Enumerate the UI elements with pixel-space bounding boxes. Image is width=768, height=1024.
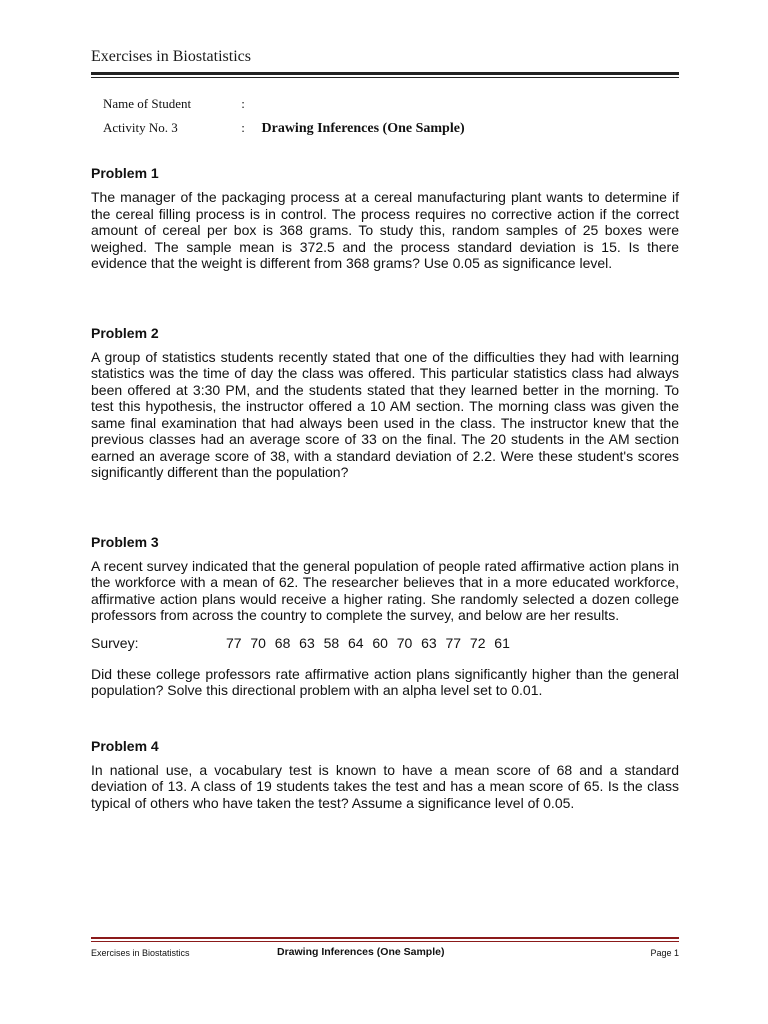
page-header [91,46,679,68]
problem-title: Problem 2 [91,324,159,341]
problem-text: The manager of the packaging process at a cereal manufacturing plant wants to determine if the cereal filling process is in control. The process requires no corrective action if the correct amount of cereal per box is 368 grams. To study this, random samples of 25 boxes were weighed. The sample mean is 372.5 and the process standard deviation is 15. Is there evidence that the weight is different from 368 grams? Use 0.05 as significance level. [91,189,679,271]
survey-value: 77 [226,634,242,651]
survey-value: 63 [299,634,315,651]
survey-value: 70 [396,634,413,651]
problem-text: A group of statistics students recently stated that one of the difficulties they had with learning statistics was the time of day the class was offered. This particular statistics class had always been offered at 3:30 PM, and the students stated that they learned better in the morning. To test this hypothesis, the instructor offered a 10 AM section. The morning class was given the same final examination that had always been used in the class. The instructor knew that the previous classes had an average score of 33 on the final. The 20 students in the AM section earned an average score of 38, with a standard deviation of 2.2. Were these student's scores significantly different than the population? [91,348,679,480]
survey-row [91,634,679,652]
survey-values [226,634,519,652]
activity-row [103,116,465,140]
header-title: Exercises in Biostatistics [91,48,251,65]
problem-text: In national use, a vocabulary test is known to have a mean score of 68 and a standard deviation of 13. A class of 19 students takes the test and has a mean score of 65. Is the class typical of others who have taken the test? Assume a significance level of 0.05. [91,761,679,811]
footer-rule-thick [91,937,679,939]
problem-text-2: Did these college professors rate affirmative action plans significantly higher than the general population? Solve this directional problem with an alpha level set to 0.01. [91,665,679,698]
problem-1 [91,164,679,272]
problem-title: Problem 4 [91,737,159,754]
header-rule-thin [91,77,679,78]
survey-value: 64 [347,634,364,651]
colon: : [241,96,245,111]
footer-rule-thin [91,941,679,942]
survey-value: 72 [469,634,486,651]
problem-text: A recent survey indicated that the general population of people rated affirmative action plans in the workforce with a mean of 62. The researcher believes that in a more educated workforce, affirmative action plans would receive a higher rating. She randomly selected a dozen college professors from across the country to complete the survey, and below are her results. [91,557,679,623]
footer-activity: Drawing Inferences (One Sample) [277,946,445,958]
survey-value: 68 [274,634,291,651]
survey-value: 60 [372,634,388,651]
problem-3 [91,533,679,699]
activity-label: Activity No. 3 [103,120,178,135]
footer-page-number: Page 1 [650,948,679,958]
problems-content [91,164,679,811]
activity-meta [103,92,465,140]
footer-course: Exercises in Biostatistics [91,948,190,958]
footer-text [91,945,679,959]
problem-2 [91,324,679,481]
survey-value: 70 [250,634,266,651]
survey-value: 77 [445,634,462,651]
student-name-label: Name of Student [103,96,192,111]
problem-title: Problem 3 [91,533,159,550]
student-name-row [103,92,465,116]
problem-4 [91,737,679,812]
survey-value: 58 [323,634,340,651]
colon: : [241,120,245,135]
header-rule-thick [91,72,679,75]
survey-label: Survey: [91,634,139,651]
problem-title: Problem 1 [91,165,159,181]
activity-title: Drawing Inferences (One Sample) [261,121,465,136]
survey-value: 63 [421,634,437,651]
survey-value: 61 [494,634,510,651]
